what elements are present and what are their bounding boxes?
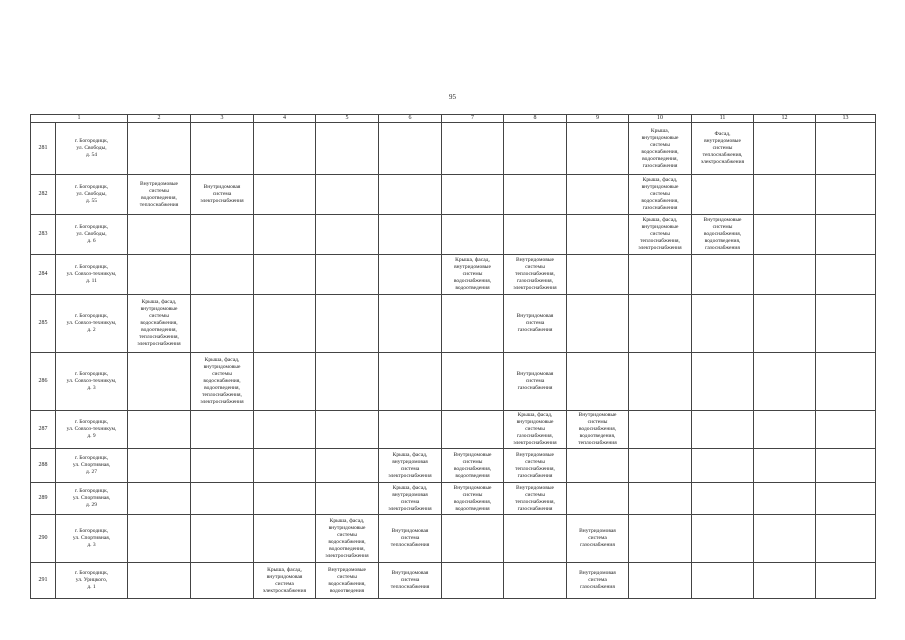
work-cell <box>379 411 442 449</box>
work-cell <box>629 515 692 563</box>
table-row <box>31 295 876 353</box>
address-cell <box>56 255 128 295</box>
cell-text: 291 <box>38 577 48 583</box>
work-cell <box>754 255 816 295</box>
cell-text: г. Богородицк, ул. Свободы, д. 55 <box>74 184 109 204</box>
work-cell <box>191 255 254 295</box>
cell-text: Внутридомовые системы теплоснабжения, газоснабжения <box>515 484 555 512</box>
header-cell: 4 <box>254 115 316 123</box>
header-cell: 12 <box>754 115 816 123</box>
cell-text: 289 <box>38 495 48 501</box>
work-cell <box>754 515 816 563</box>
header-cell: 1 <box>31 115 128 123</box>
cell-text: Внутридомовая система теплоснабжения <box>390 570 430 590</box>
work-cell <box>692 563 754 599</box>
row-number-cell <box>31 515 56 563</box>
work-cell <box>754 175 816 215</box>
cell-text: Внутридомовые системы водоснабжения, водоотведения, теплоснабжения <box>578 412 617 446</box>
work-cell <box>254 353 316 411</box>
address-cell <box>56 411 128 449</box>
work-cell <box>567 255 629 295</box>
cell-text: Внутридомовые системы водоснабжения, водоотведения, газоснабжения <box>703 217 742 251</box>
cell-text: г. Богородицк, ул. Спортивная, д. 29 <box>72 488 111 508</box>
work-cell <box>816 515 876 563</box>
work-cell <box>692 175 754 215</box>
work-cell <box>629 295 692 353</box>
work-cell <box>316 411 379 449</box>
work-cell <box>128 449 191 483</box>
work-cell <box>254 483 316 515</box>
row-number-cell <box>31 449 56 483</box>
header-cell: 3 <box>191 115 254 123</box>
work-cell <box>128 255 191 295</box>
cell-text: 288 <box>38 462 48 468</box>
cell-text: Внутридомовые системы теплоснабжения, газоснабжения, электроснабжения <box>513 257 557 291</box>
work-cell <box>316 295 379 353</box>
work-cell <box>128 411 191 449</box>
table-row <box>31 123 876 175</box>
work-cell <box>567 411 629 449</box>
header-cell: 8 <box>504 115 567 123</box>
work-cell <box>379 175 442 215</box>
cell-text: Крыша, фасад, внутридомовые системы водоснабжения, водоотведения, теплоснабжения, электроснабжения <box>137 299 181 347</box>
address-cell <box>56 483 128 515</box>
cell-text: Крыша, фасад, внутридомовые системы водоснабжения, водоотведения, теплоснабжения, электроснабжения <box>200 357 244 405</box>
work-cell <box>128 123 191 175</box>
work-cell <box>754 449 816 483</box>
row-number-cell <box>31 123 56 175</box>
work-cell <box>191 483 254 515</box>
work-cell <box>379 483 442 515</box>
cell-text: г. Богородицк, ул. Спортивная, д. 3 <box>72 528 111 548</box>
work-cell <box>442 123 504 175</box>
work-cell <box>567 563 629 599</box>
work-cell <box>316 515 379 563</box>
work-cell <box>754 563 816 599</box>
row-number-cell <box>31 215 56 255</box>
work-cell <box>191 353 254 411</box>
row-number-cell <box>31 255 56 295</box>
work-cell <box>567 175 629 215</box>
cell-text: Крыша, фасад, внутридомовые системы водоснабжения, водоотведения <box>453 257 492 291</box>
table-row <box>31 449 876 483</box>
row-number-cell <box>31 563 56 599</box>
cell-text: г. Богородицк, ул. Совхоз-техникум, д. 11 <box>66 264 117 284</box>
cell-text: Крыша, фасад, внутридомовые системы водоснабжения, водоотведения, электроснабжения <box>325 517 369 559</box>
work-cell <box>442 215 504 255</box>
cell-text: Фасад, внутридомовые системы теплоснабжения, электроснабжения <box>700 131 745 165</box>
work-cell <box>379 215 442 255</box>
cell-text: Крыша, фасад, внутридомовая система электроснабжения <box>388 484 432 512</box>
work-cell <box>254 255 316 295</box>
header-cell: 13 <box>816 115 876 123</box>
cell-text: 284 <box>38 271 48 277</box>
header-cell: 6 <box>379 115 442 123</box>
work-cell <box>504 449 567 483</box>
work-cell <box>692 295 754 353</box>
work-cell <box>191 123 254 175</box>
cell-text: Крыша, фасад, внутридомовые системы теплоснабжения, электроснабжения <box>638 217 682 251</box>
work-cell <box>567 295 629 353</box>
work-cell <box>504 515 567 563</box>
work-cell <box>316 255 379 295</box>
work-cell <box>567 449 629 483</box>
work-cell <box>316 563 379 599</box>
work-cell <box>128 483 191 515</box>
work-cell <box>754 123 816 175</box>
work-cell <box>504 563 567 599</box>
header-row <box>31 115 876 123</box>
cell-text: Внутридомовые системы теплоснабжения, газоснабжения <box>515 451 555 479</box>
work-cell <box>816 175 876 215</box>
work-cell <box>442 563 504 599</box>
header-cell: 5 <box>316 115 379 123</box>
work-cell <box>629 353 692 411</box>
address-cell <box>56 215 128 255</box>
work-cell <box>629 215 692 255</box>
work-cell <box>316 449 379 483</box>
work-cell <box>816 215 876 255</box>
work-cell <box>442 175 504 215</box>
work-cell <box>254 411 316 449</box>
cell-text: 290 <box>38 535 48 541</box>
work-cell <box>816 483 876 515</box>
work-cell <box>191 295 254 353</box>
work-cell <box>504 295 567 353</box>
header-cell: 10 <box>629 115 692 123</box>
cell-text: Внутридомовые системы водоотведения, теплоснабжения <box>139 180 179 208</box>
address-cell <box>56 295 128 353</box>
table-body <box>31 115 876 599</box>
header-cell: 9 <box>567 115 629 123</box>
work-cell <box>442 483 504 515</box>
header-cell: 2 <box>128 115 191 123</box>
work-cell <box>692 483 754 515</box>
work-cell <box>316 353 379 411</box>
work-cell <box>754 411 816 449</box>
work-cell <box>442 515 504 563</box>
work-cell <box>442 449 504 483</box>
work-cell <box>567 515 629 563</box>
cell-text: Внутридомовая система газоснабжения <box>579 570 616 590</box>
work-cell <box>316 483 379 515</box>
work-cell <box>754 483 816 515</box>
address-cell <box>56 175 128 215</box>
cell-text: Крыша, фасад, внутридомовые системы газоснабжения, электроснабжения <box>513 412 557 446</box>
work-cell <box>692 411 754 449</box>
cell-text: г. Богородицк, ул. Свободы, д. 54 <box>74 138 109 158</box>
work-cell <box>692 215 754 255</box>
work-cell <box>379 295 442 353</box>
work-cell <box>754 295 816 353</box>
work-cell <box>567 353 629 411</box>
table-row <box>31 515 876 563</box>
address-cell <box>56 449 128 483</box>
work-cell <box>191 215 254 255</box>
work-cell <box>128 295 191 353</box>
cell-text: Внутридомовая система газоснабжения <box>516 313 554 333</box>
cell-text: г. Богородицк, ул. Совхоз-техникум, д. 3 <box>66 371 117 391</box>
row-number-cell <box>31 295 56 353</box>
table-row <box>31 255 876 295</box>
work-cell <box>629 449 692 483</box>
cell-text: Крыша, фасад, внутридомовая система электроснабжения <box>262 566 307 594</box>
cell-text: Внутридомовые системы водоснабжения, водоотведения <box>453 451 492 479</box>
work-cell <box>816 255 876 295</box>
table-row <box>31 411 876 449</box>
cell-text: 281 <box>38 145 48 151</box>
work-cell <box>379 515 442 563</box>
work-cell <box>692 123 754 175</box>
work-cell <box>316 123 379 175</box>
work-cell <box>816 449 876 483</box>
cell-text: 282 <box>38 191 48 197</box>
address-cell <box>56 123 128 175</box>
page-number: 95 <box>449 93 456 101</box>
work-cell <box>754 215 816 255</box>
table-row <box>31 353 876 411</box>
table-row <box>31 483 876 515</box>
work-cell <box>128 515 191 563</box>
header-cell: 11 <box>692 115 754 123</box>
address-cell <box>56 353 128 411</box>
work-cell <box>692 449 754 483</box>
cell-text: Внутридомовая система электроснабжения <box>200 184 244 204</box>
work-cell <box>692 353 754 411</box>
work-cell <box>442 353 504 411</box>
work-cell <box>504 255 567 295</box>
cell-text: Внутридомовая система газоснабжения <box>579 528 616 548</box>
work-cell <box>504 483 567 515</box>
work-cell <box>379 255 442 295</box>
work-cell <box>692 255 754 295</box>
cell-text: Внутридомовая система теплоснабжения <box>390 528 430 548</box>
work-cell <box>442 295 504 353</box>
cell-text: г. Богородицк, ул. Урицкого, д. 1 <box>74 570 109 590</box>
cell-text: 283 <box>38 231 48 237</box>
work-cell <box>629 411 692 449</box>
work-cell <box>504 175 567 215</box>
work-cell <box>504 123 567 175</box>
work-cell <box>629 563 692 599</box>
work-cell <box>567 123 629 175</box>
work-cell <box>504 215 567 255</box>
work-cell <box>754 353 816 411</box>
address-cell <box>56 515 128 563</box>
work-cell <box>504 411 567 449</box>
work-cell <box>254 295 316 353</box>
work-cell <box>316 215 379 255</box>
work-cell <box>629 175 692 215</box>
header-cell: 7 <box>442 115 504 123</box>
row-number-cell <box>31 175 56 215</box>
cell-text: Внутридомовые системы водоснабжения, водоотведения <box>453 484 492 512</box>
work-cell <box>128 175 191 215</box>
work-cell <box>629 483 692 515</box>
table-row <box>31 175 876 215</box>
work-cell <box>504 353 567 411</box>
cell-text: г. Богородицк, ул. Свободы, д. 6 <box>74 224 109 244</box>
work-cell <box>191 449 254 483</box>
work-cell <box>254 175 316 215</box>
work-cell <box>254 123 316 175</box>
work-cell <box>567 483 629 515</box>
cell-text: г. Богородицк, ул. Совхоз-техникум, д. 9 <box>66 419 117 439</box>
cell-text: 285 <box>38 320 48 326</box>
work-cell <box>254 515 316 563</box>
work-cell <box>816 353 876 411</box>
work-cell <box>379 449 442 483</box>
address-cell <box>56 563 128 599</box>
work-cell <box>442 411 504 449</box>
work-cell <box>816 411 876 449</box>
cell-text: Внутридомовые системы водоснабжения, водоотведения <box>328 566 366 594</box>
work-cell <box>379 353 442 411</box>
work-cell <box>442 255 504 295</box>
cell-text: Крыша, фасад, внутридомовые системы водоснабжения, газоснабжения <box>641 177 679 211</box>
work-cell <box>816 123 876 175</box>
cell-text: Внутридомовая система газоснабжения <box>516 371 554 391</box>
work-cell <box>816 295 876 353</box>
work-cell <box>191 411 254 449</box>
work-cell <box>191 515 254 563</box>
cell-text: г. Богородицк, ул. Совхоз-техникум, д. 2 <box>66 313 117 333</box>
row-number-cell <box>31 483 56 515</box>
work-cell <box>128 563 191 599</box>
work-cell <box>254 449 316 483</box>
work-cell <box>692 515 754 563</box>
cell-text: 286 <box>38 378 48 384</box>
cell-text: 287 <box>38 426 48 432</box>
work-cell <box>316 175 379 215</box>
row-number-cell <box>31 353 56 411</box>
work-cell <box>254 563 316 599</box>
work-cell <box>629 123 692 175</box>
work-cell <box>191 175 254 215</box>
work-cell <box>254 215 316 255</box>
table-row <box>31 563 876 599</box>
work-cell <box>128 353 191 411</box>
row-number-cell <box>31 411 56 449</box>
cell-text: г. Богородицк, ул. Спортивная, д. 27 <box>72 455 111 475</box>
work-cell <box>379 123 442 175</box>
work-cell <box>191 563 254 599</box>
work-cell <box>629 255 692 295</box>
cell-text: Крыша, фасад, внутридомовая система электроснабжения <box>388 451 432 479</box>
work-cell <box>567 215 629 255</box>
work-cell <box>128 215 191 255</box>
repair-schedule-table <box>30 114 876 599</box>
cell-text: Крыша, внутридомовые системы водоснабжения, водоотведения, газоснабжения <box>641 127 679 169</box>
work-cell <box>379 563 442 599</box>
table-row <box>31 215 876 255</box>
work-cell <box>816 563 876 599</box>
